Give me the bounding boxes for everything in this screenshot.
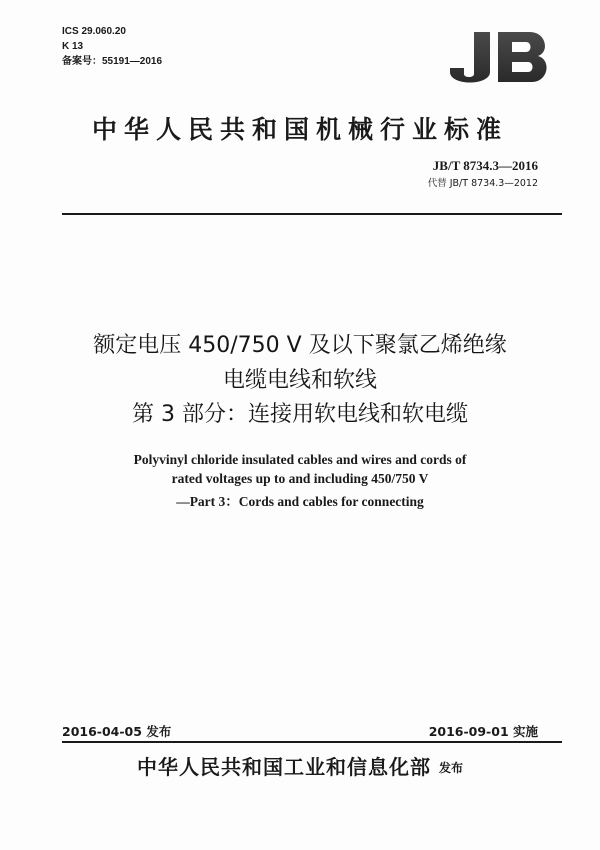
english-title-line-2: rated voltages up to and including 450/750 V — [171, 471, 429, 486]
ics-code: ICS 29.060.20 — [62, 26, 126, 37]
supersedes-note: 代替 JB/T 8734.3—2012 — [427, 178, 538, 189]
issuer-line — [0, 751, 600, 780]
header-divider — [62, 213, 562, 215]
jb-logo-graphic — [446, 28, 554, 86]
issuer-name: 中华人民共和国工业和信息化部 — [136, 755, 431, 779]
issuer-action: 发布 — [438, 761, 463, 775]
chinese-title-line-3: 第 3 部分：连接用软电线和软电缆 — [132, 402, 468, 427]
ccs-code: K 13 — [62, 41, 84, 52]
chinese-title-line-1: 额定电压 450/750 V 及以下聚氯乙烯绝缘 — [93, 333, 507, 358]
issue-date: 2016-04-05 发布 — [62, 724, 172, 739]
chinese-title-line-2: 电缆电线和软线 — [222, 368, 377, 393]
record-number: 备案号：55191—2016 — [62, 56, 163, 67]
english-title-line-1: Polyvinyl chloride insulated cables and wires and cords of — [133, 452, 467, 467]
jb-logo — [446, 28, 554, 86]
standard-number: JB/T 8734.3—2016 — [432, 158, 538, 173]
classification-block — [62, 24, 162, 69]
industry-standard-title: 中华人民共和国机械行业标准 — [91, 115, 508, 144]
effective-date: 2016-09-01 实施 — [428, 724, 538, 739]
footer-divider — [62, 741, 562, 743]
english-title-line-3: —Part 3：Cords and cables for connecting — [176, 494, 424, 509]
